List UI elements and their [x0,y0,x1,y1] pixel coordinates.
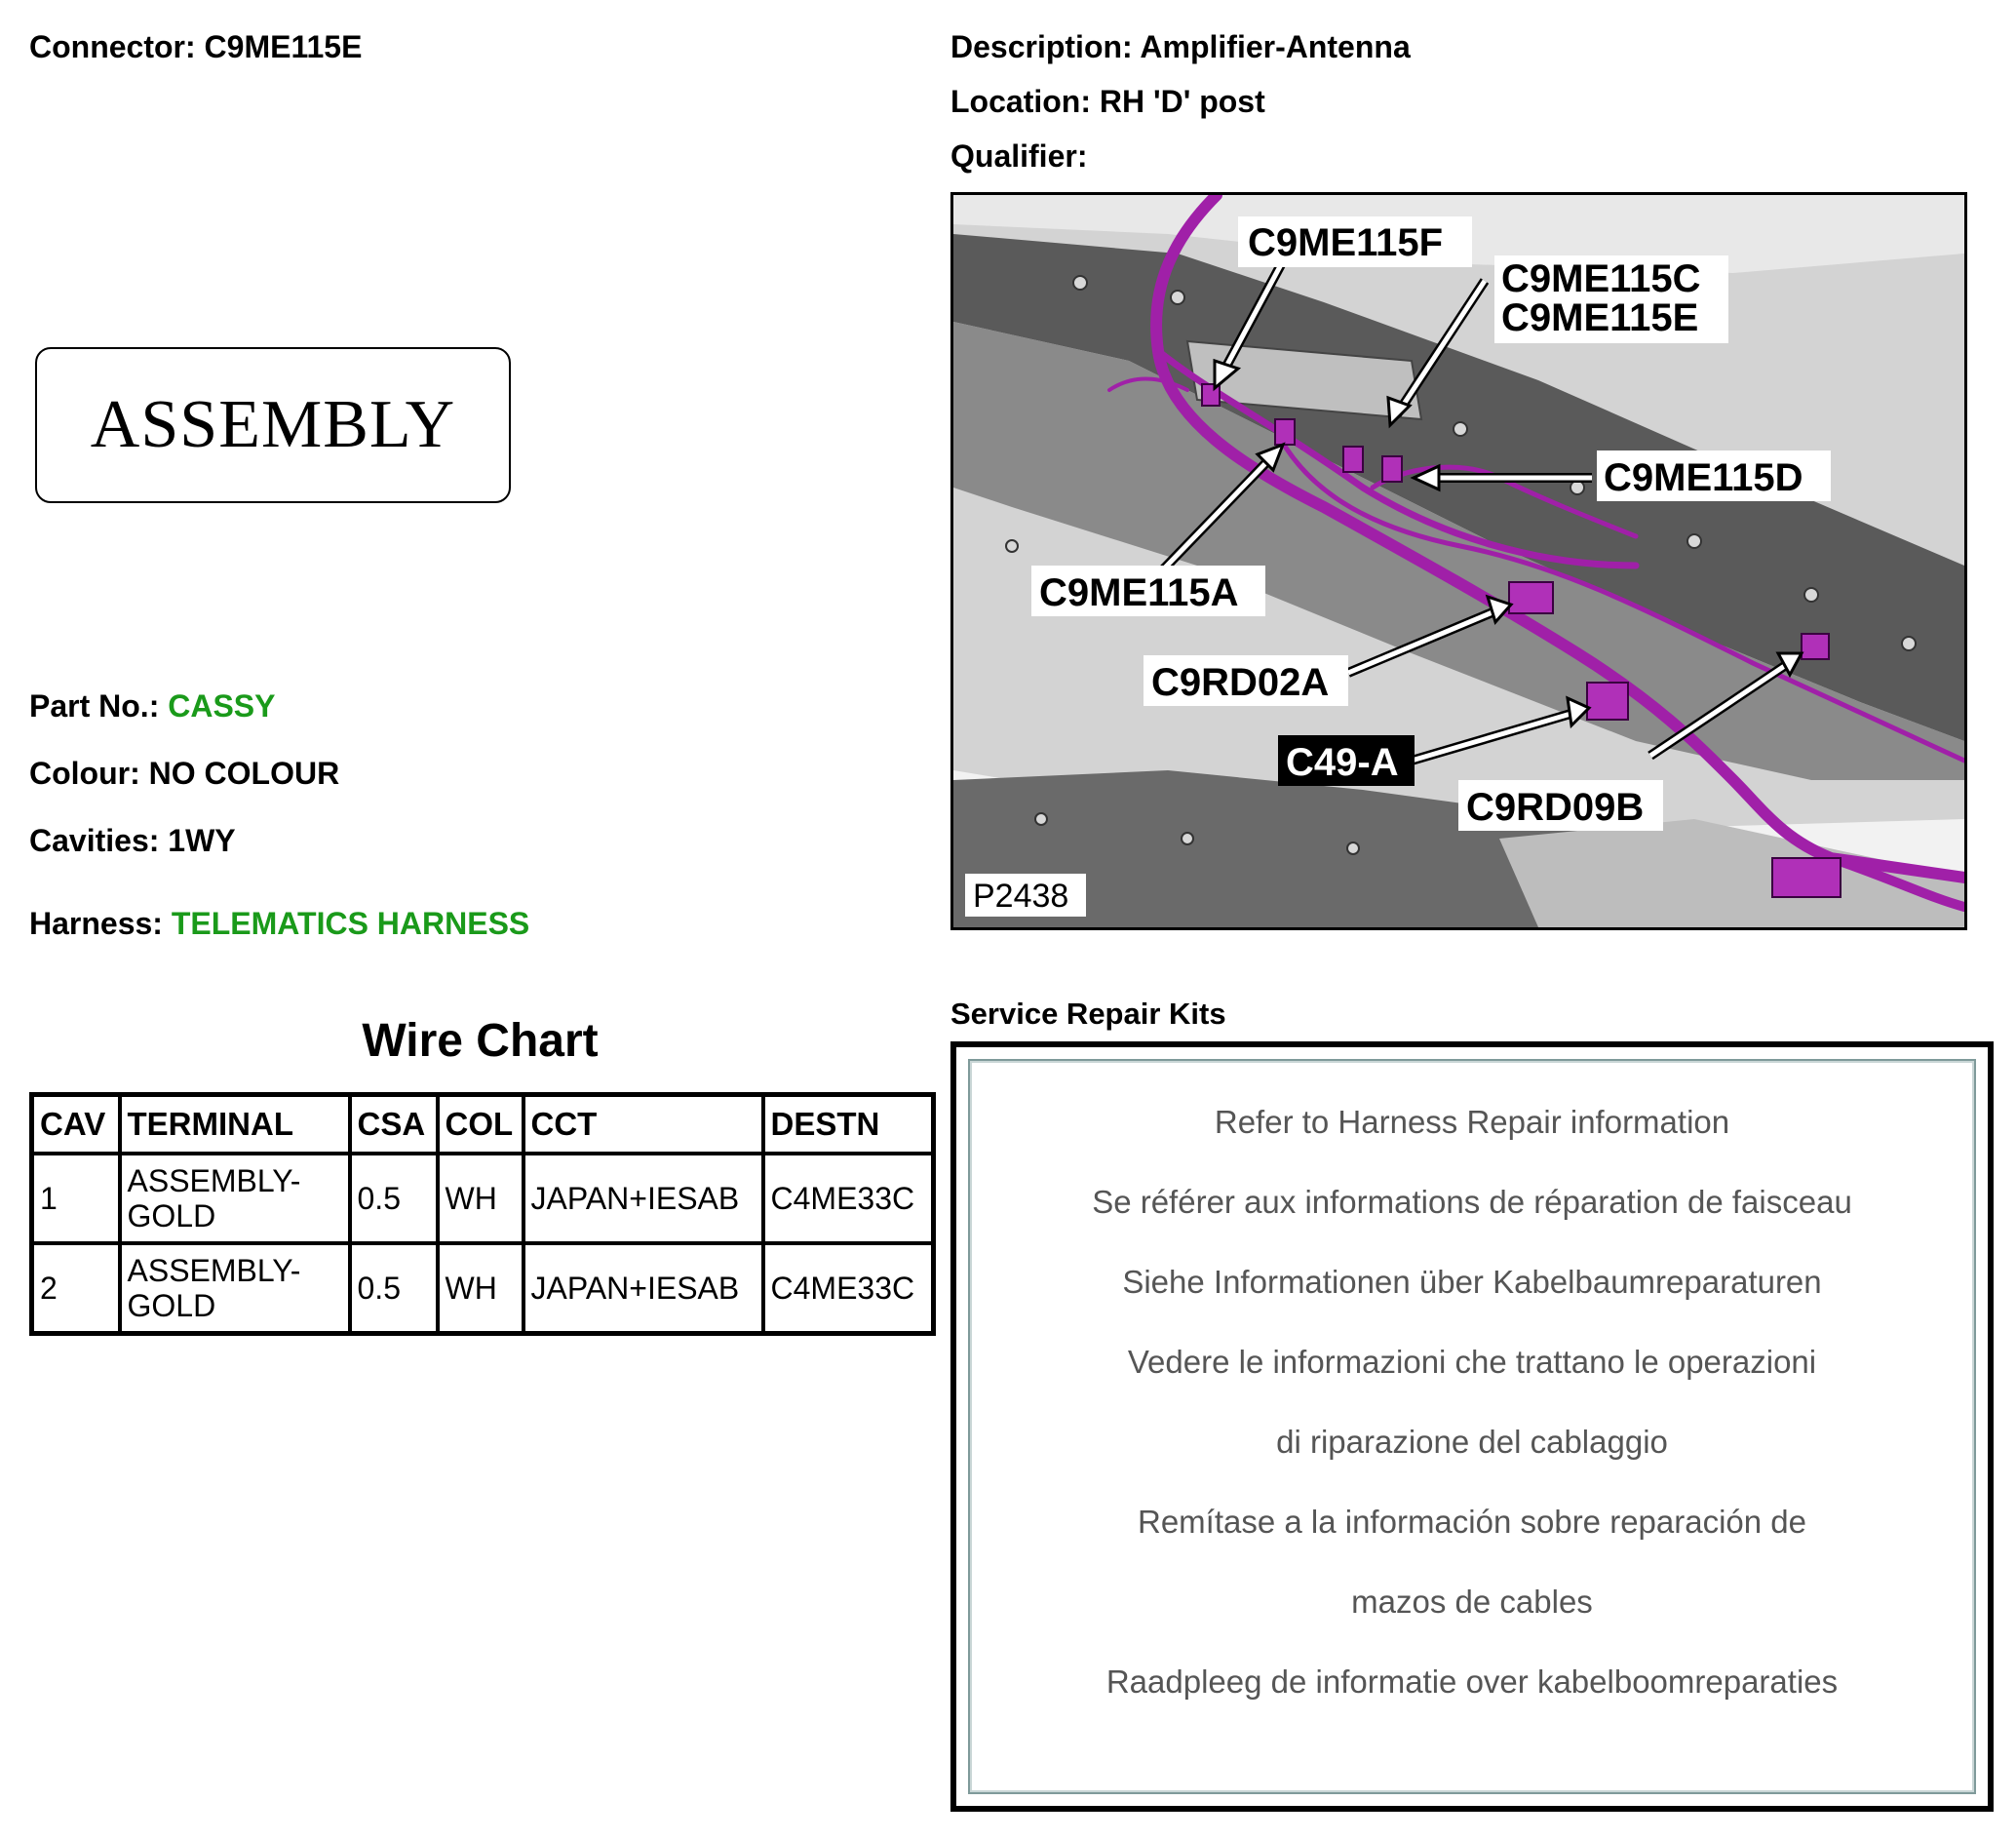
repair-line-en: Refer to Harness Repair information [1214,1104,1730,1140]
repair-line-it-2: di riparazione del cablaggio [1276,1424,1668,1460]
colour-field [29,756,339,792]
cell-destn[interactable]: C4ME33C [763,1154,934,1243]
cell-terminal [120,1154,350,1243]
connector-value: C9ME115E [204,29,363,64]
cell-cct: JAPAN+IESAB [523,1243,763,1334]
picture-ref-label: P2438 [973,878,1069,915]
part-no-field [29,688,275,724]
cell-col: WH [438,1154,523,1243]
table-header-row [32,1095,934,1155]
col-header-col: COL [438,1095,523,1155]
label-c9rd02a: C9RD02A [1151,661,1330,704]
col-header-terminal: TERMINAL [120,1095,350,1155]
repair-line-es-1: Remítase a la información sobre reparación de [1137,1504,1807,1540]
service-repair-inner [968,1059,1976,1794]
cell-terminal [120,1243,350,1334]
repair-line-de: Siehe Informationen über Kabelbaumreparaturen [1122,1264,1822,1300]
cell-cav: 1 [32,1154,120,1243]
repair-line-nl: Raadpleeg de informatie over kabelboomreparaties [1105,1664,1839,1700]
cavities-value: 1WY [168,823,236,858]
cell-cct: JAPAN+IESAB [523,1154,763,1243]
cavities-label: Cavities: [29,823,160,858]
cell-terminal-line1: ASSEMBLY- [127,1162,301,1198]
cell-terminal-line2: GOLD [127,1197,216,1233]
part-no-link[interactable]: CASSY [168,688,276,724]
location-diagram [950,192,1967,930]
service-repair-title: Service Repair Kits [950,997,1226,1031]
label-c9me115a: C9ME115A [1039,571,1239,614]
cell-csa: 0.5 [350,1154,438,1243]
cell-cav: 2 [32,1243,120,1334]
cell-terminal-line1: ASSEMBLY- [127,1252,301,1288]
wire-chart-table [29,1092,936,1336]
colour-label: Colour: [29,756,140,791]
cell-csa: 0.5 [350,1243,438,1334]
cell-destn[interactable]: C4ME33C [763,1243,934,1334]
table-row [32,1243,934,1334]
repair-line-fr: Se référer aux informations de réparation de faisceau [1092,1184,1852,1220]
label-c9me115e: C9ME115E [1501,296,1699,339]
diagram-illustration [953,195,1964,927]
location-label: Location: [950,84,1091,119]
table-row [32,1154,934,1243]
colour-value: NO COLOUR [148,756,340,791]
label-c49a: C49-A [1286,741,1399,784]
col-header-csa: CSA [350,1095,438,1155]
label-c9me115d: C9ME115D [1604,456,1803,499]
harness-field [29,906,529,942]
part-no-label: Part No.: [29,688,160,724]
cell-col: WH [438,1243,523,1334]
location-value: RH 'D' post [1099,84,1265,119]
col-header-cct: CCT [523,1095,763,1155]
assembly-box: ASSEMBLY [35,347,511,503]
label-c9me115f: C9ME115F [1248,221,1444,264]
cavities-field [29,823,236,859]
cell-terminal-line2: GOLD [127,1287,216,1323]
qualifier-field [950,138,1087,175]
description-field [950,29,1411,65]
harness-label: Harness: [29,906,163,941]
wire-chart-title: Wire Chart [362,1015,599,1067]
label-c9rd09b: C9RD09B [1466,786,1645,829]
location-field [950,84,1265,120]
qualifier-label: Qualifier: [950,138,1088,174]
connector-label: Connector: [29,29,196,64]
service-repair-box [950,1041,1994,1812]
repair-line-es-2: mazos de cables [1351,1584,1593,1620]
description-value: Amplifier-Antenna [1140,29,1411,64]
harness-link[interactable]: TELEMATICS HARNESS [171,906,530,941]
connector-field [29,29,362,65]
label-c9me115c: C9ME115C [1501,257,1701,300]
col-header-destn: DESTN [763,1095,934,1155]
repair-line-it-1: Vedere le informazioni che trattano le operazioni [1127,1344,1817,1380]
col-header-cav: CAV [32,1095,120,1155]
description-label: Description: [950,29,1133,64]
